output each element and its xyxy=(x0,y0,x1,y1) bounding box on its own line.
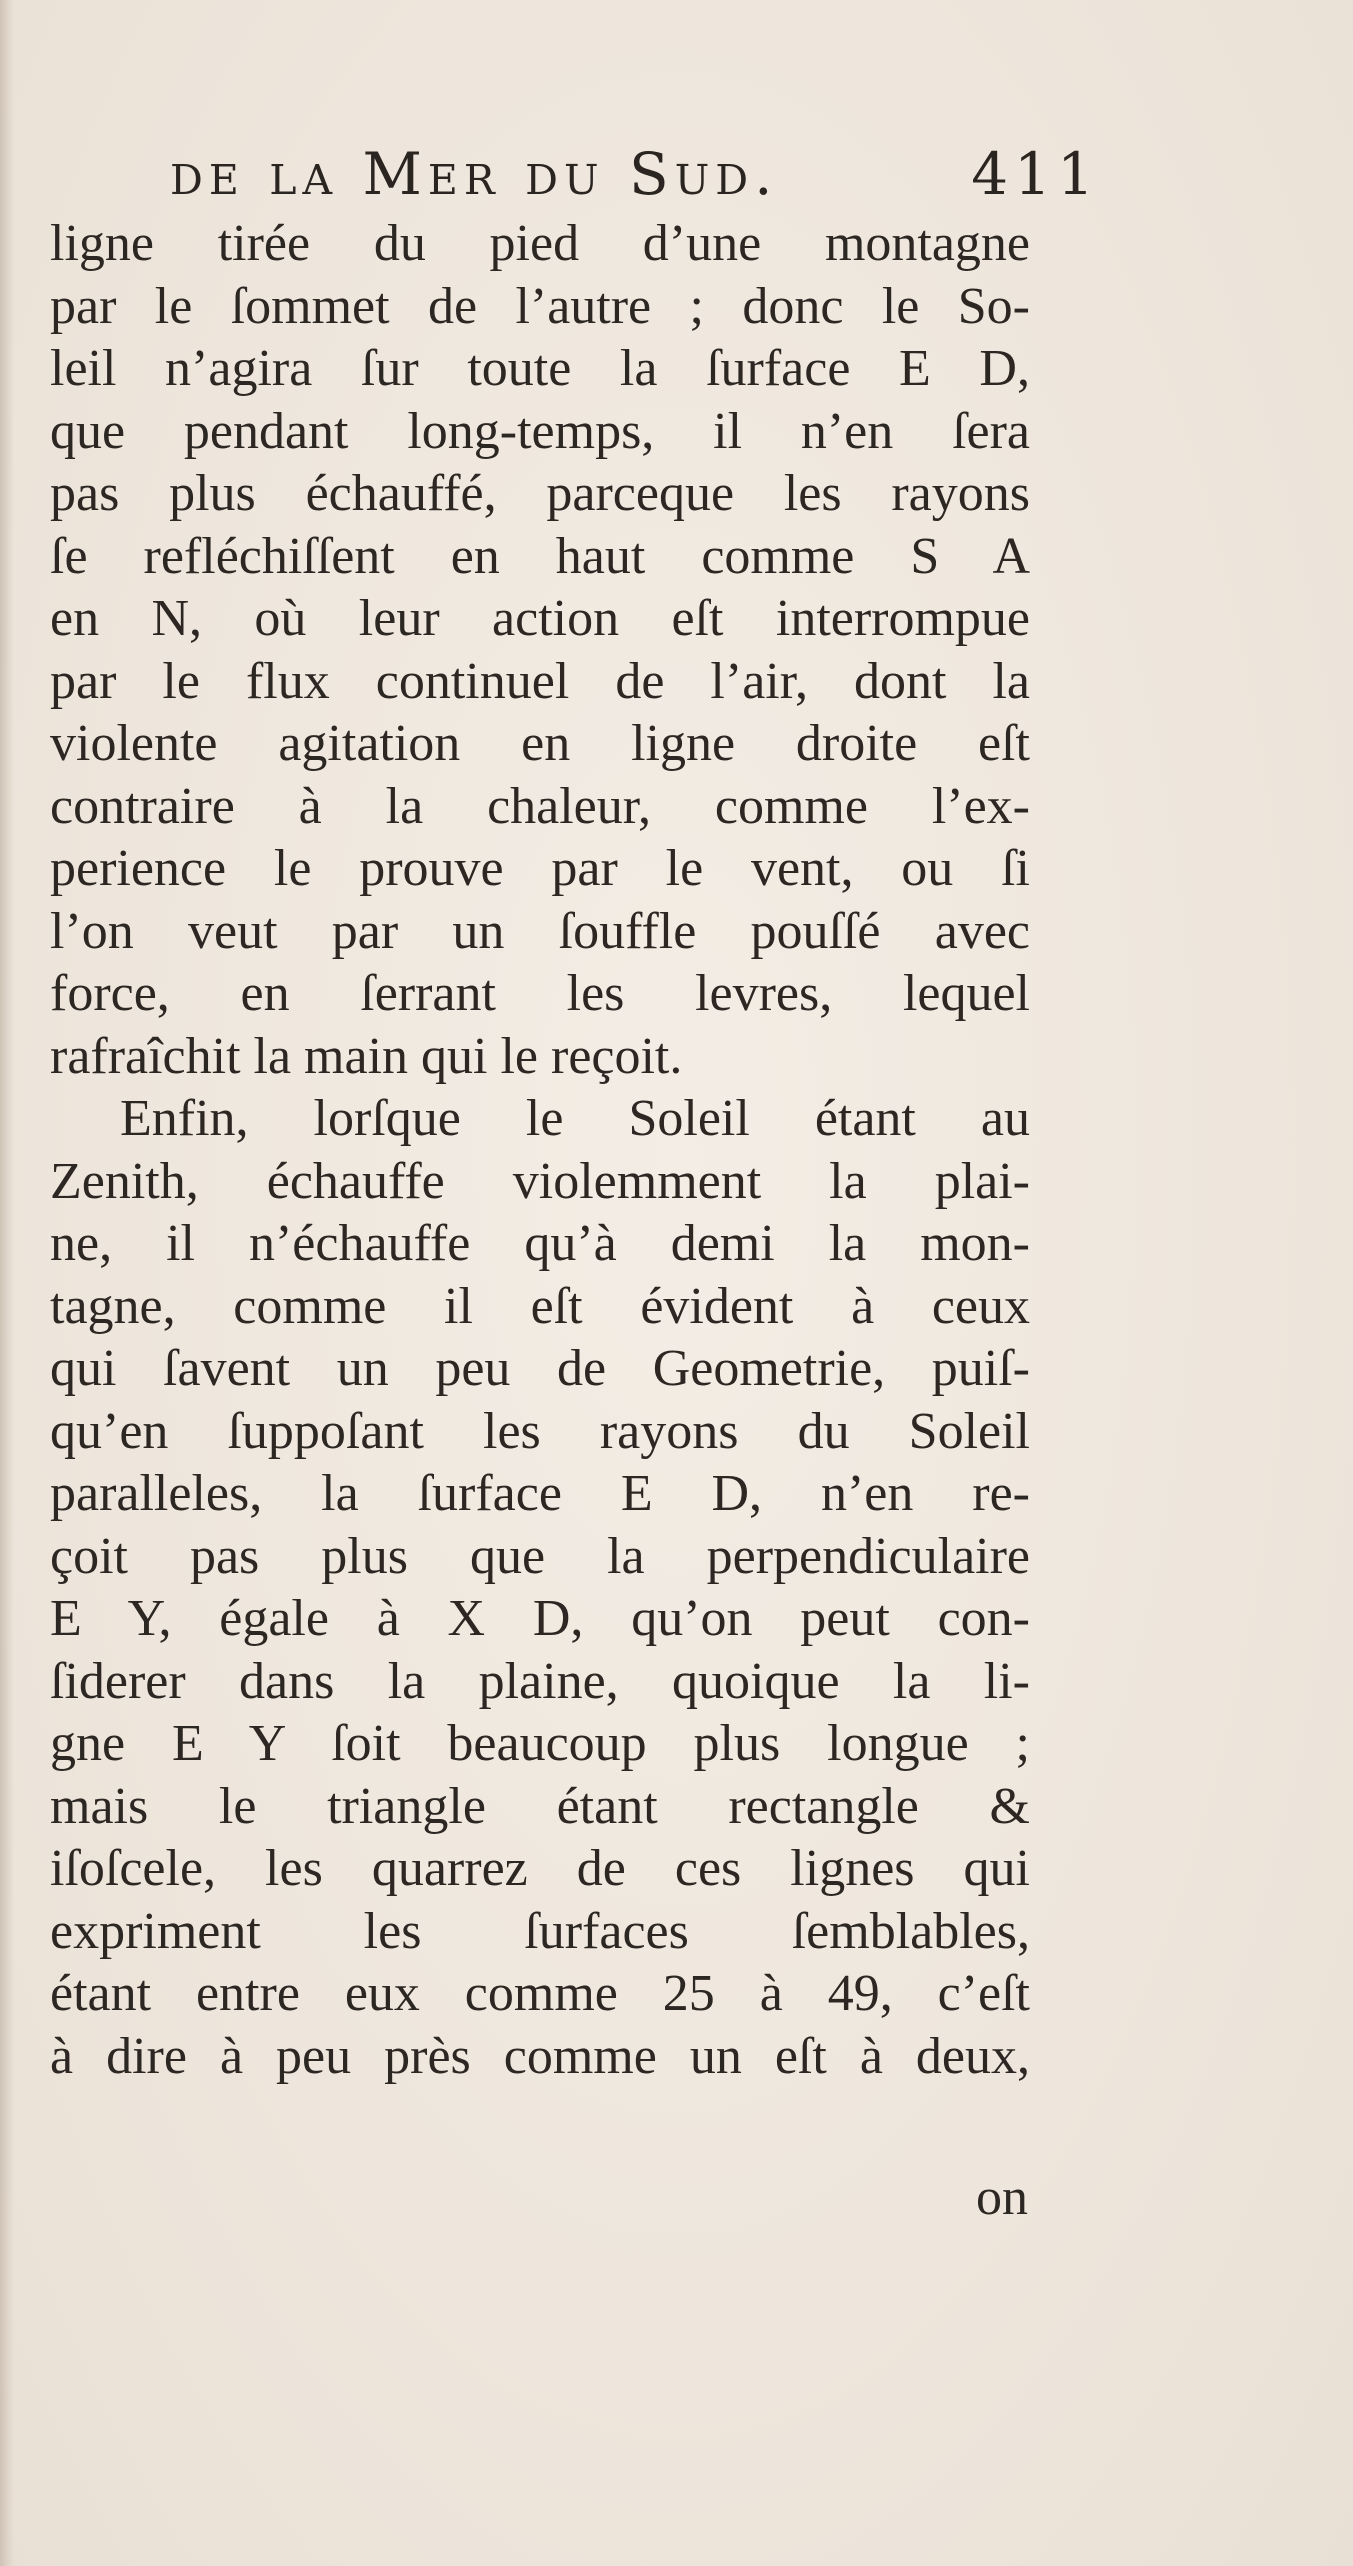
text-line: expriment les ſurfaces ſemblables, xyxy=(50,1902,1030,1960)
text-line: étant entre eux comme 25 à 49, c’eſt xyxy=(50,1965,1030,2022)
running-head-title: de la Mer du Sud. xyxy=(170,140,779,208)
running-head xyxy=(170,140,1100,220)
text-line: contraire à la chaleur, comme l’ex- xyxy=(50,777,1030,835)
paragraph-first-line: Enfin, lorſque le Soleil étant au xyxy=(120,1090,1030,1147)
text-line: tagne, comme il eſt évident à ceux xyxy=(50,1277,1030,1335)
text-line: gne E Y ſoit beaucoup plus longue ; xyxy=(50,1715,1030,1772)
text-line: par le ſommet de l’autre ; donc le So- xyxy=(50,277,1030,335)
text-line: paralleles, la ſurface E D, n’en re- xyxy=(50,1465,1030,1522)
text-line: leil n’agira ſur toute la ſurface E D, xyxy=(50,340,1030,397)
text-line: qui ſavent un peu de Geometrie, puiſ- xyxy=(50,1340,1030,1397)
text-line: force, en ſerrant les levres, lequel xyxy=(50,965,1030,1022)
text-line: à dire à peu près comme un eſt à deux, xyxy=(50,2027,1030,2085)
text-line: qu’en ſuppoſant les rayons du Soleil xyxy=(50,1402,1030,1460)
text-line: perience le prouve par le vent, ou ſi xyxy=(50,840,1030,897)
body-text xyxy=(50,213,1030,2088)
text-line: par le flux continuel de l’air, dont la xyxy=(50,652,1030,710)
text-line: E Y, égale à X D, qu’on peut con- xyxy=(50,1590,1030,1647)
paragraph-last-line: rafraîchit la main qui le reçoit. xyxy=(50,1027,683,1085)
catchword: on xyxy=(976,2169,1028,2226)
text-line: l’on veut par un ſouffle pouſſé avec xyxy=(50,902,1030,960)
gutter-shadow xyxy=(0,0,14,2566)
text-line: mais le triangle étant rectangle & xyxy=(50,1777,1030,1835)
text-line: ſe refléchiſſent en haut comme S A xyxy=(50,527,1030,585)
text-line: ligne tirée du pied d’une montagne xyxy=(50,215,1030,272)
text-line: çoit pas plus que la perpendiculaire xyxy=(50,1527,1030,1585)
text-line: pas plus échauffé, parceque les rayons xyxy=(50,465,1030,522)
text-line: violente agitation en ligne droite eſt xyxy=(50,715,1030,772)
text-line: en N, où leur action eſt interrompue xyxy=(50,590,1030,647)
text-line: ſiderer dans la plaine, quoique la li- xyxy=(50,1652,1030,1710)
text-line: iſoſcele, les quarrez de ces lignes qui xyxy=(50,1840,1030,1897)
page-number: 411 xyxy=(971,140,1100,208)
text-line: que pendant long-temps, il n’en ſera xyxy=(50,402,1030,460)
text-line: Zenith, échauffe violemment la plai- xyxy=(50,1152,1030,1210)
text-line: ne, il n’échauffe qu’à demi la mon- xyxy=(50,1215,1030,1272)
